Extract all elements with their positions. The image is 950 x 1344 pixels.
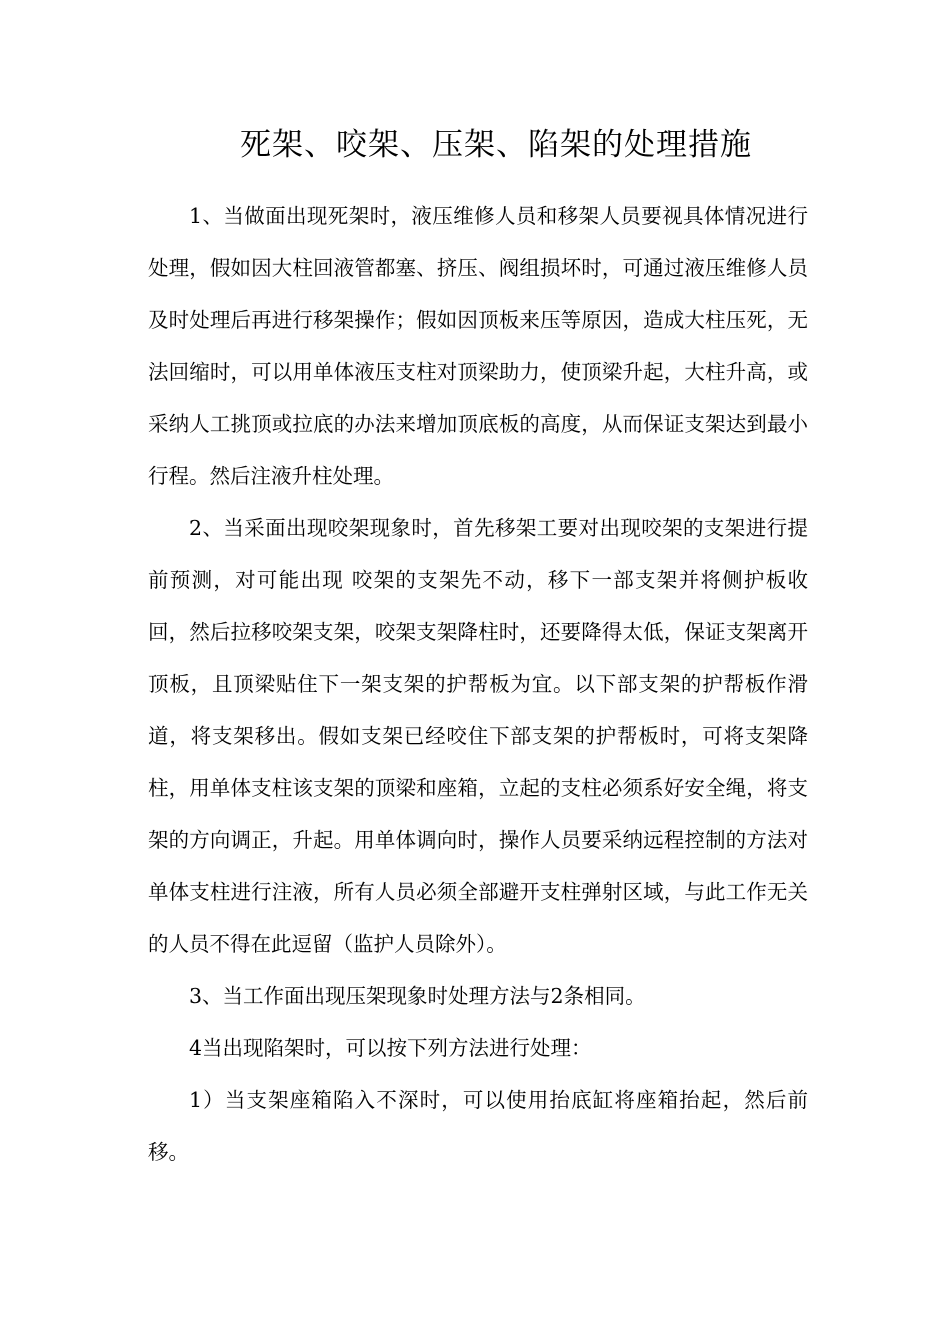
- paragraph-dead-support: 1、当做面出现死架时，液压维修人员和移架人员要视具体情况进行处理，假如因大柱回液管都塞、挤压、阀组损坏时，可通过液压维修人员及时处理后再进行移架操作；假如因顶板来压等原因，造成大柱压死，无法回缩时，可以用单体液压支柱对顶梁助力，使顶梁升起，大柱升高，或采纳人工挑顶或拉底的办法来增加顶底板的高度，从而保证支架达到最小行程。然后注液升柱处理。: [148, 204, 808, 488]
- paragraph-sunken-support-method-1: 1）当支架座箱陷入不深时，可以使用抬底缸将座箱抬起，然后前移。: [148, 1088, 808, 1164]
- paragraph-crushed-support: 3、当工作面出现压架现象时处理方法与2条相同。: [189, 984, 646, 1008]
- paragraph-jammed-support: 2、当采面出现咬架现象时，首先移架工要对出现咬架的支架进行提前预测，对可能出现 咬架的支架先不动，移下一部支架并将侧护板收回，然后拉移咬架支架，咬架支架降柱时，还要降得太低，保证支架离开顶板，且顶梁贴住下一架支架的护帮板为宜。以下部支架的护帮板作滑道，将支架移出。假如支架已经咬住下部支架的护帮板时，可将支架降柱，用单体支柱该支架的顶梁和座箱，立起的支柱必须系好安全绳，将支架的方向调正，升起。用单体调向时，操作人员要采纳远程控制的方法对单体支柱进行注液，所有人员必须全部避开支柱弹射区域，与此工作无关的人员不得在此逗留（监护人员除外）。: [148, 516, 808, 956]
- document-title: 死架、咬架、压架、陷架的处理措施: [240, 127, 752, 163]
- document-body: [148, 190, 808, 1178]
- paragraph-sunken-support-intro: 4当出现陷架时，可以按下列方法进行处理：: [189, 1036, 592, 1060]
